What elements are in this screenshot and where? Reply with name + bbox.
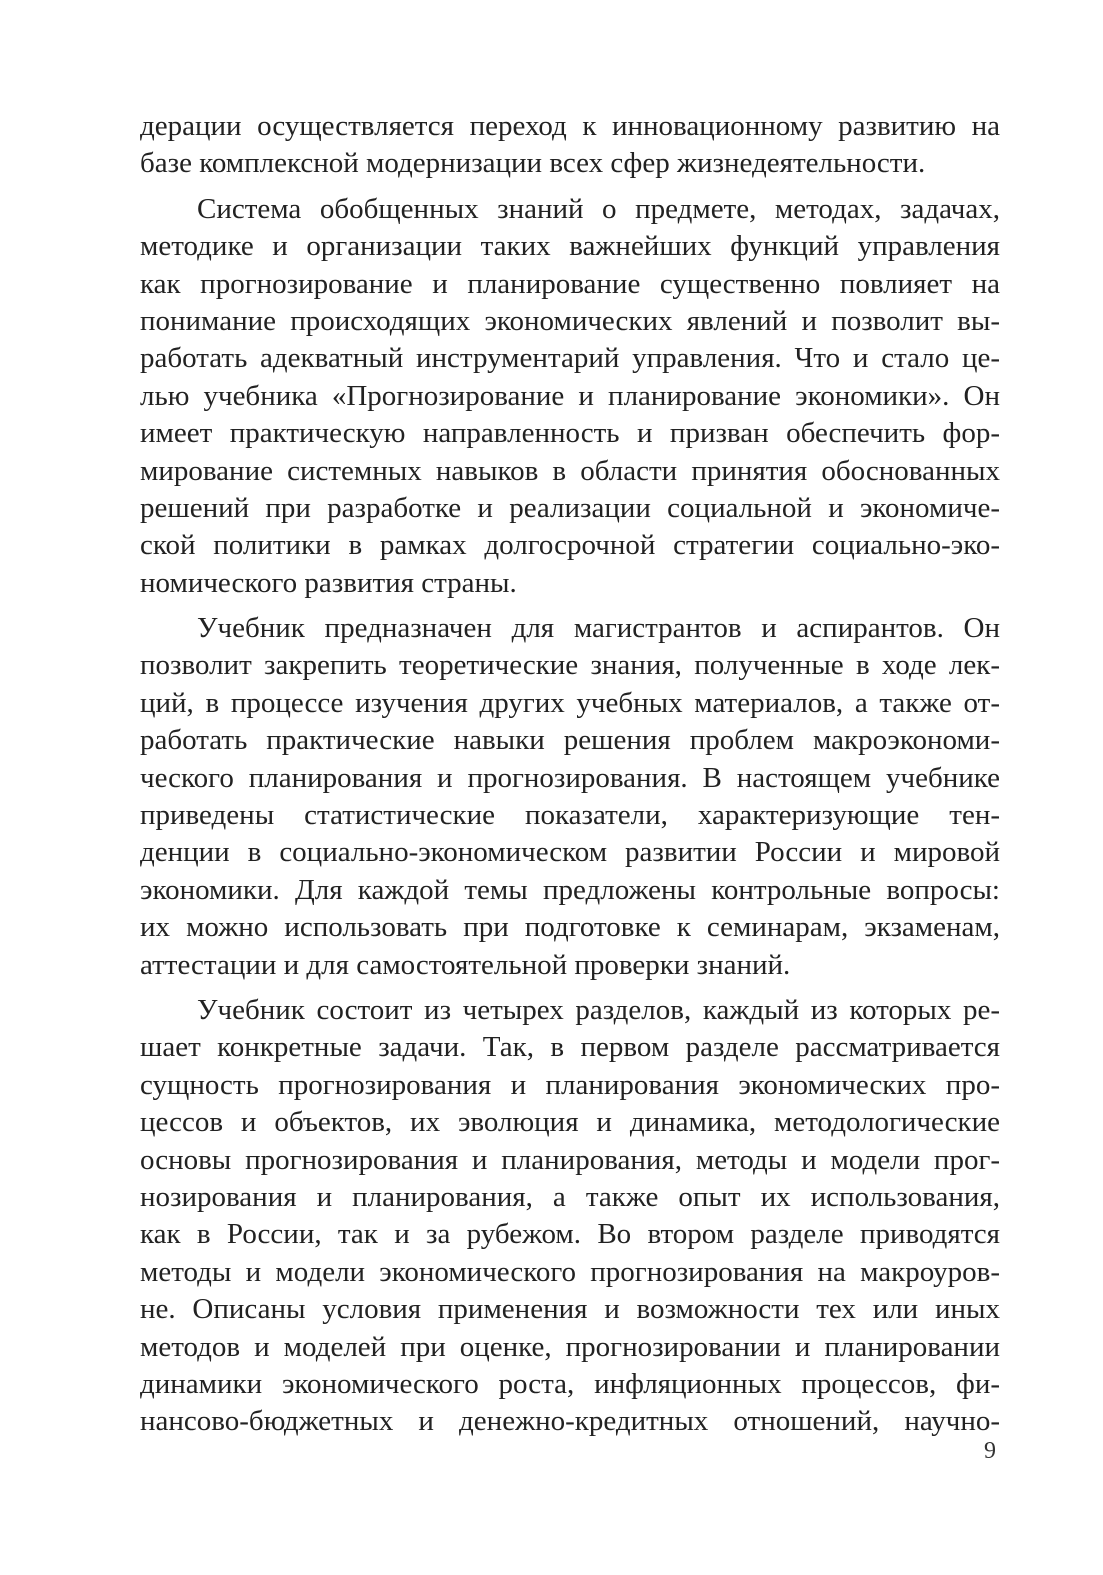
text-line: Учебник предназначен для магистрантов и аспирантов. Он bbox=[197, 612, 1000, 645]
text-line: работать практические навыки решения проблем макроэкономи- bbox=[140, 724, 1000, 757]
text-line: решений при разработке и реализации социальной и экономиче- bbox=[140, 491, 1000, 524]
text-line: динамики экономического роста, инфляционных процессов, фи- bbox=[140, 1367, 1000, 1400]
text-line: базе комплексной модернизации всех сфер жизнедеятельности. bbox=[140, 147, 926, 180]
text-line: Учебник состоит из четырех разделов, каждый из которых ре- bbox=[197, 993, 1000, 1026]
text-line: имеет практическую направленность и призван обеспечить фор- bbox=[140, 417, 1000, 450]
text-line: нозирования и планирования, а также опыт их использования, bbox=[140, 1180, 1000, 1213]
text-line: как в России, так и за рубежом. Во втором разделе приводятся bbox=[140, 1218, 1000, 1251]
text-line: работать адекватный инструментарий управления. Что и стало це- bbox=[140, 342, 1000, 375]
text-line: позволит закрепить теоретические знания, полученные в ходе лек- bbox=[140, 649, 1000, 682]
text-line: ческого планирования и прогнозирования. В настоящем учебнике bbox=[140, 761, 1000, 794]
paragraph-gap bbox=[140, 602, 1000, 610]
text-line: Система обобщенных знаний о предмете, методах, задачах, bbox=[197, 192, 1000, 225]
text-line: цессов и объектов, их эволюция и динамика, методологические bbox=[140, 1106, 1000, 1139]
text-line: как прогнозирование и планирование существенно повлияет на bbox=[140, 267, 1000, 300]
text-line: их можно использовать при подготовке к семинарам, экзаменам, bbox=[140, 911, 1000, 944]
text-line: дерации осуществляется переход к инновационному развитию на bbox=[140, 110, 1000, 142]
text-line: денции в социально-экономическом развитии России и мировой bbox=[140, 836, 1000, 869]
text-line: основы прогнозирования и планирования, методы и модели прог- bbox=[140, 1143, 1000, 1176]
text-line: методы и модели экономического прогнозирования на макроуров- bbox=[140, 1255, 1000, 1288]
text-line: экономики. Для каждой темы предложены контрольные вопросы: bbox=[140, 873, 1000, 906]
text-line: приведены статистические показатели, характеризующие тен- bbox=[140, 799, 1000, 832]
text-line: мирование системных навыков в области принятия обоснованных bbox=[140, 454, 1000, 487]
text-line: ций, в процессе изучения других учебных материалов, а также от- bbox=[140, 686, 1000, 719]
text-line: номического развития страны. bbox=[140, 566, 517, 599]
text-line: понимание происходящих экономических явлений и позволит вы- bbox=[140, 304, 1000, 337]
paragraph-gap bbox=[140, 984, 1000, 992]
text-line: методике и организации таких важнейших функций управления bbox=[140, 230, 1000, 263]
text-line: аттестации и для самостоятельной проверки знаний. bbox=[140, 948, 791, 981]
text-line: нансово-бюджетных и денежно-кредитных отношений, научно- bbox=[140, 1405, 1000, 1438]
text-line: не. Описаны условия применения и возможности тех или иных bbox=[140, 1293, 1000, 1326]
text-line: сущность прогнозирования и планирования экономических про- bbox=[140, 1068, 1000, 1101]
text-line: шает конкретные задачи. Так, в первом разделе рассматривается bbox=[140, 1031, 1000, 1064]
text-line: ской политики в рамках долгосрочной стратегии социально-эко- bbox=[140, 529, 1000, 562]
text-line: методов и моделей при оценке, прогнозировании и планировании bbox=[140, 1330, 1000, 1363]
page-number: 9 bbox=[984, 1438, 996, 1464]
text-line: лью учебника «Прогнозирование и планирование экономики». Он bbox=[140, 379, 1000, 412]
body-text bbox=[140, 108, 1000, 1441]
paragraph-gap bbox=[140, 183, 1000, 191]
